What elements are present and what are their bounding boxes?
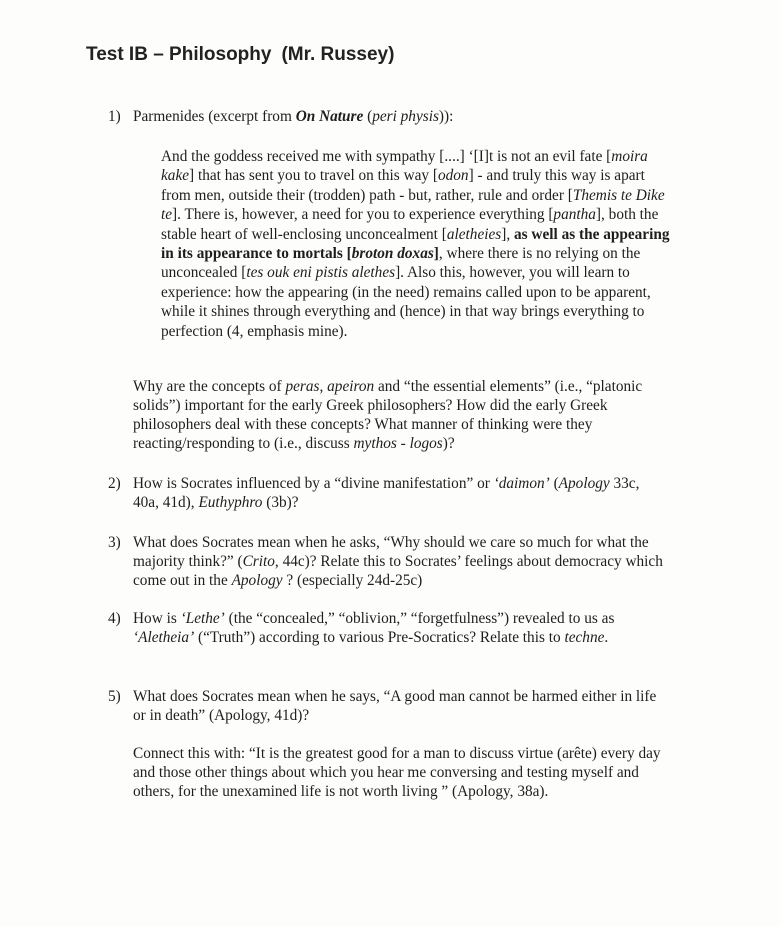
question-number: 3) — [108, 534, 121, 551]
emphasis: as well as the appearing in its appearance to mortals [broton doxas] — [161, 225, 670, 263]
question-1 — [108, 107, 668, 126]
question-text: Parmenides (excerpt from On Nature (peri physis)): — [133, 108, 454, 125]
question-4 — [108, 609, 668, 647]
question-text: How is ‘Lethe’ (the “concealed,” “oblivion,” “forgetfulness”) revealed to us as ‘Aletheia’ (“Truth”) according to various Pre-Socratics? Relate this to techne. — [133, 610, 615, 646]
parmenides-quote: And the goddess received me with sympathy [....] ‘[I]t is not an evil fate [moira kake] that has sent you to travel on this way [odon] - and truly this way is apart from men, outside their (trodden) path - but, rather, rule and order [Themis te Dike te]. There is, however, a need for you to experience everything [pantha], both the stable heart of well-enclosing unconcealment [aletheies], as well as the appearing in its appearance to mortals [broton doxas], where there is no relying on the unconcealed [tes ouk eni pistis alethes]. Also this, however, you will learn to experience: how the appearing (in the need) remains called upon to be apparent, while it shines through everything and (hence) in that way brings everything to perfection (4, emphasis mine). — [161, 148, 670, 340]
title-text: Test IB – Philosophy — [86, 44, 272, 65]
work-title: On Nature — [295, 108, 364, 125]
question-text: What does Socrates mean when he asks, “Why should we care so much for what the majority think?” (Crito, 44c)? Relate this to Socrates’ feelings about democracy which come out in the Apology ? (especially 24d-25c) — [133, 534, 663, 589]
question-text: What does Socrates mean when he says, “A good man cannot be harmed either in life or in death” (Apology, 41d)? — [133, 688, 657, 724]
question-3 — [108, 533, 668, 590]
question-text: How is Socrates influenced by a “divine manifestation” or ‘daimon’ (Apology 33c, 40a, 41d), Euthyphro (3b)? — [133, 475, 640, 511]
question-2 — [108, 474, 668, 512]
question-number: 1) — [108, 108, 121, 125]
page-title — [86, 44, 394, 66]
question-number: 4) — [108, 610, 121, 627]
question-1-followup: Why are the concepts of peras, apeiron and “the essential elements” (i.e., “platonic solids”) important for the early Greek philosophers? How did the early Greek philosophers deal with these concepts? What manner of thinking were they reacting/responding to (i.e., discuss mythos - logos)? — [133, 378, 643, 452]
question-number: 5) — [108, 688, 121, 705]
title-teacher: (Mr. Russey) — [281, 44, 395, 65]
question-5-followup: Connect this with: “It is the greatest good for a man to discuss virtue (arête) every day and those other things about which you hear me conversing and testing myself and others, for the unexamined life is not worth living ” (Apology, 38a). — [133, 745, 661, 800]
question-number: 2) — [108, 475, 121, 492]
question-5 — [108, 687, 668, 725]
